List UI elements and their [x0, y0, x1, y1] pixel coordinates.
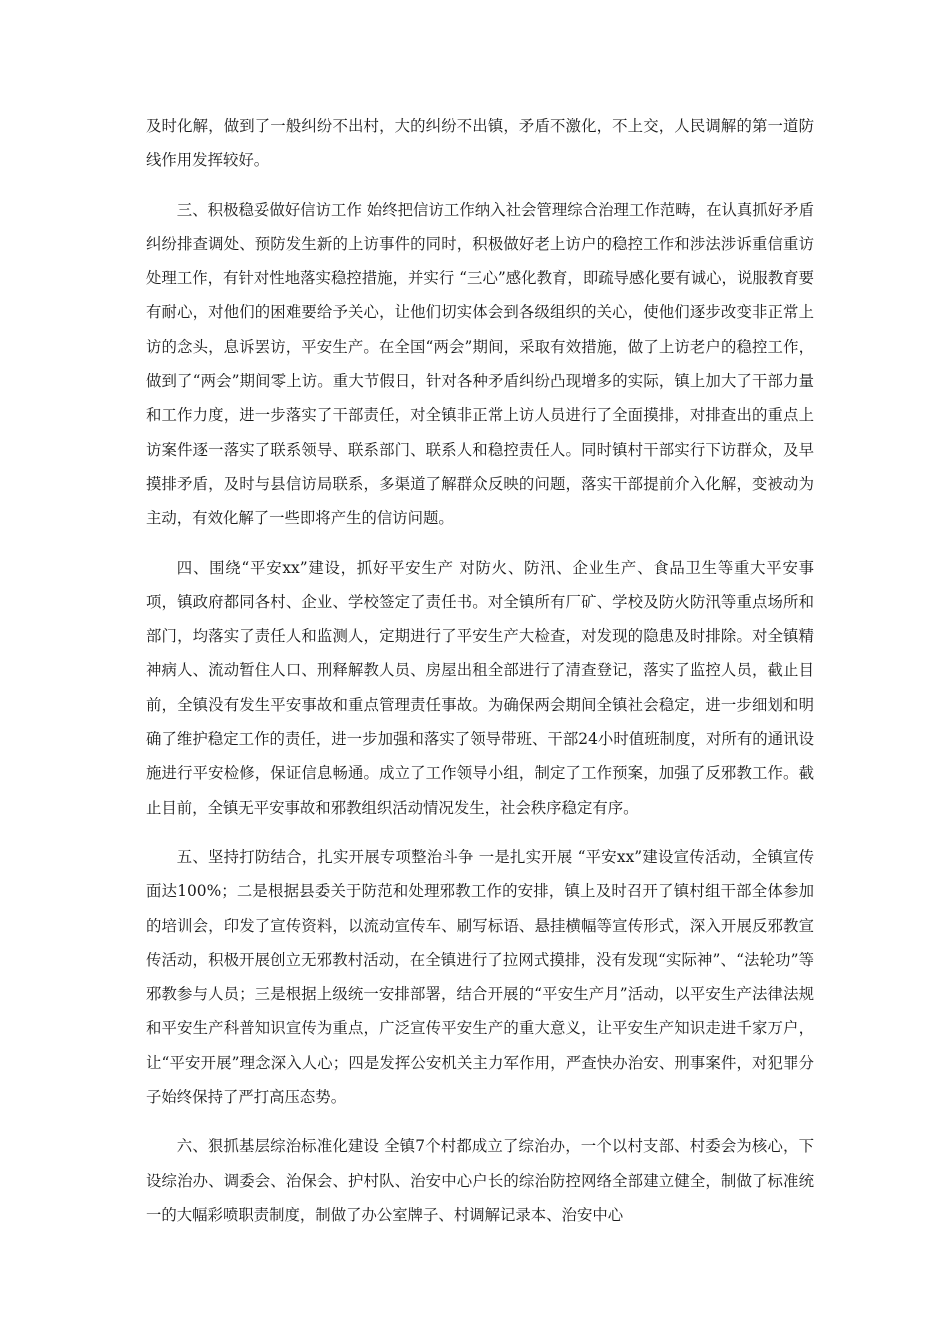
- paragraph-special-rectification: 五、坚持打防结合，扎实开展专项整治斗争 一是扎实开展 “平安xx”建设宣传活动，全镇宣传面达100%；二是根据县委关于防范和处理邪教工作的安排，镇上及时召开了镇村组干部全体参加的培训会，印发了宣传资料，以流动宣传车、刷写标语、悬挂横幅等宣传形式，深入开展反邪教宣传活动，积极开展创立无邪教村活动，在全镇进行了拉网式摸排，没有发现“实际神”、“法轮功”等邪教参与人员；三是根据上级统一安排部署，结合开展的“平安生产月”活动，以平安生产法律法规和平安生产科普知识宣传为重点，广泛宣传平安生产的重大意义，让平安生产知识走进千家万户，让“平安开展”理念深入人心；四是发挥公安机关主力军作用，严查快办治安、刑事案件，对犯罪分子始终保持了严打高压态势。: [146, 847, 814, 1107]
- document-page: [146, 109, 814, 1232]
- paragraph-petition-work: 三、积极稳妥做好信访工作 始终把信访工作纳入社会管理综合治理工作范畴，在认真抓好矛盾纠纷排查调处、预防发生新的上访事件的同时，积极做好老上访户的稳控工作和涉法涉诉重信重访处理工作，有针对性地落实稳控措施，并实行 “三心”感化教育，即疏导感化要有诚心，说服教育要有耐心，对他们的困难要给予关心，让他们切实体会到各级组织的关心，使他们逐步改变非正常上访的念头，息诉罢访，平安生产。在全国“两会”期间，采取有效措施，做了上访老户的稳控工作，做到了“两会”期间零上访。重大节假日，针对各种矛盾纠纷凸现增多的实际，镇上加大了干部力量和工作力度，进一步落实了干部责任，对全镇非正常上访人员进行了全面摸排，对排查出的重点上访案件逐一落实了联系领导、联系部门、联系人和稳控责任人。同时镇村干部实行下访群众，及早摸排矛盾，及时与县信访局联系，多渠道了解群众反映的问题，落实干部提前介入化解，变被动为主动，有效化解了一些即将产生的信访问题。: [146, 200, 814, 528]
- paragraph-grassroots-standardization: 六、狠抓基层综治标准化建设 全镇7个村都成立了综治办，一个以村支部、村委会为核心，下设综治办、调委会、治保会、护村队、治安中心户长的综治防控网络全部建立健全，制做了标准统一的大幅彩喷职责制度，制做了办公室牌子、村调解记录本、治安中心: [146, 1137, 814, 1224]
- paragraph-mediation-conclusion: 及时化解，做到了一般纠纷不出村，大的纠纷不出镇，矛盾不激化，不上交，人民调解的第一道防线作用发挥较好。: [146, 117, 814, 170]
- paragraph-safe-production: 四、围绕“平安xx”建设，抓好平安生产 对防火、防汛、企业生产、食品卫生等重大平安事项，镇政府都同各村、企业、学校签定了责任书。对全镇所有厂矿、学校及防火防汛等重点场所和部门，均落实了责任人和监测人，定期进行了平安生产大检查，对发现的隐患及时排除。对全镇精神病人、流动暂住人口、刑释解教人员、房屋出租全部进行了清查登记，落实了监控人员，截止目前，全镇没有发生平安事故和重点管理责任事故。为确保两会期间全镇社会稳定，进一步细划和明确了维护稳定工作的责任，进一步加强和落实了领导带班、干部24小时值班制度，对所有的通讯设施进行平安检修，保证信息畅通。成立了工作领导小组，制定了工作预案，加强了反邪教工作。截止目前，全镇无平安事故和邪教组织活动情况发生，社会秩序稳定有序。: [146, 558, 814, 817]
